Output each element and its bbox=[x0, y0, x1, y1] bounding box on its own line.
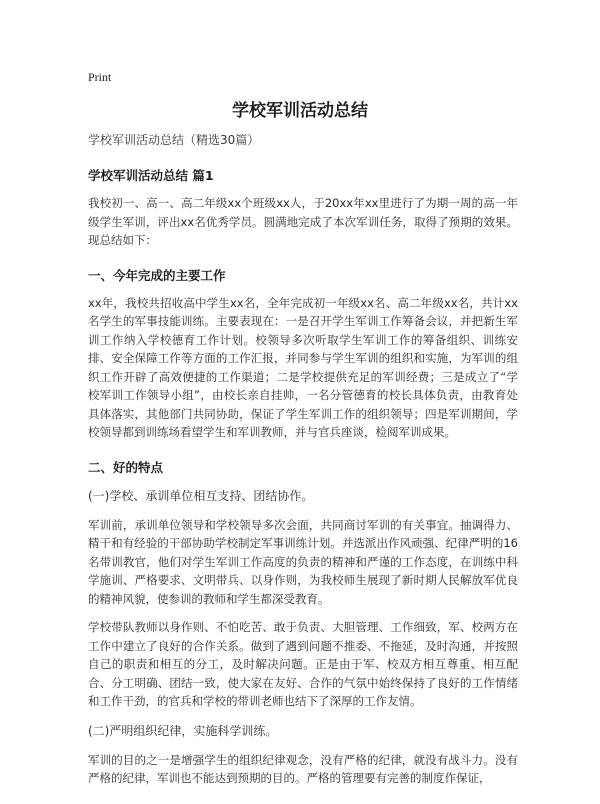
subsection-1-paragraph-2: 学校带队教师以身作则、不怕吃苦、敢于负责、大胆管理、工作细致，军、校两方在工作中建立了良好的合作关系。做到了遇到问题不推委、不拖延，及时沟通，并按照自己的职责和相互的分工，及时解决问题。正是由于军、校双方相互尊重、相互配合、分工明确、团结一致，使大家在友好、合作的气氛中始终保持了良好的工作情绪和工作干劲，的官兵和学校的带训老师也结下了深厚的工作友情。 bbox=[88, 620, 518, 708]
document-subtitle: 学校军训活动总结（精选30篇） bbox=[88, 133, 260, 147]
print-link[interactable]: Print bbox=[88, 70, 112, 84]
section-heading-2: 二、好的特点 bbox=[88, 459, 164, 475]
subsection-2-paragraph-1: 军训的目的之一是增强学生的组织纪律观念，没有严格的纪律，就没有战斗力。没有严格的纪律，军训也不能达到预期的目的。严格的管理要有完善的制度作保证， bbox=[88, 752, 518, 785]
subsection-1-paragraph-1: 军训前，承训单位领导和学校领导多次会面，共同商讨军训的有关事宜。抽调得力、精干和有经验的干部协助学校制定军事训练计划。并选派出作风顽强、纪律严明的16名带训教官，他们对学生军训工作高度的负责的精神和严谨的工作态度，在训练中科学施训、严格要求、文明带兵、以身作则，为我校师生展现了新时期人民解放军优良的精神风貌，使参训的教师和学生都深受教育。 bbox=[88, 517, 518, 606]
article-heading: 学校军训活动总结 篇1 bbox=[88, 168, 214, 183]
document-body bbox=[88, 130, 518, 804]
intro-paragraph: 我校初一、高一、高二年级xx个班级xx人，于20xx年xx里进行了为期一周的高一年级学生军训，评出xx名优秀学员。圆满地完成了本次军训任务，取得了预期的效果。现总结如下： bbox=[88, 196, 518, 247]
document-title: 学校军训活动总结 bbox=[232, 101, 368, 121]
subsection-1-heading: (一)学校、承训单位相互支持、团结协作。 bbox=[88, 488, 314, 503]
subsection-2-heading: (二)严明组织纪律，实施科学训练。 bbox=[88, 723, 278, 738]
section-1-paragraph: xx年，我校共招收高中学生xx名，全年完成初一年级xx名、高二年级xx名，共计xx名学生的军事技能训练。主要表现在：一是召开学生军训工作筹备会议，并把新生军训工作纳入学校德育工作计划。校领导多次听取学生军训工作的筹备组织、训练安排、安全保障工作等方面的工作汇报，并同参与学生军训的组织和实施，为军训的组织工作开辟了高效便捷的工作渠道；二是学校提供充足的军训经费；三是成立了“学校军训工作领导小组”，由校长亲自挂帅，一名分管德育的校长具体负责，由教育处具体落实，其他部门共同协助，保证了学生军训工作的组织领导；四是军训期间，学校领导都到训练场看望学生和军训教师，并与官兵座谈，检阅军训成果。 bbox=[88, 295, 518, 439]
section-heading-1: 一、今年完成的主要工作 bbox=[88, 267, 226, 283]
